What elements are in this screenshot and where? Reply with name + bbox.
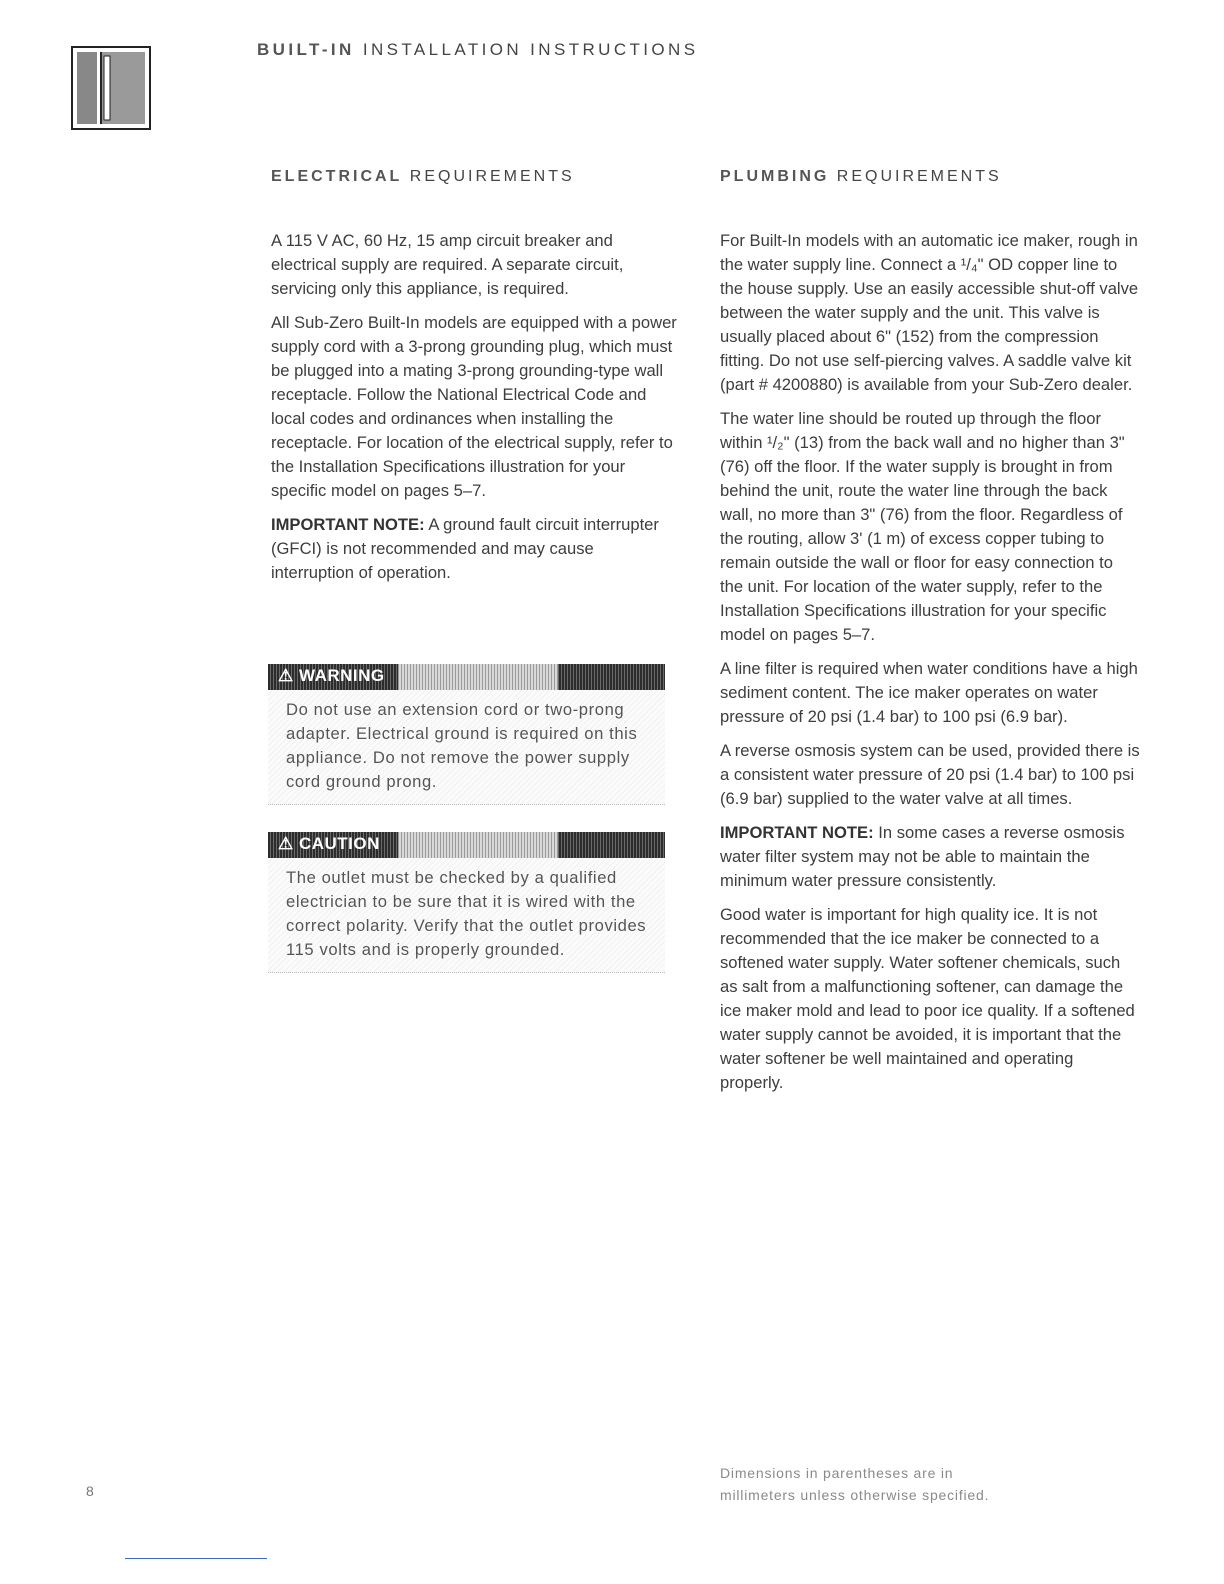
caution-label: ⚠ CAUTION — [278, 834, 380, 853]
page-header — [257, 40, 698, 60]
electrical-title-bold: ELECTRICAL — [271, 168, 403, 185]
caution-text: The outlet must be checked by a qualified electrician to be sure that it is wired with the correct polarity. Verify that the outlet provides 115 volts and is properly grounded. — [268, 858, 665, 973]
important-note-label: IMPORTANT NOTE: — [271, 515, 425, 534]
plumbing-title-rest: REQUIREMENTS — [836, 168, 1002, 185]
electrical-paragraph: A 115 V AC, 60 Hz, 15 amp circuit breaker and electrical supply are required. A separate circuit, servicing only this appliance, is required. — [271, 231, 624, 298]
important-note-text: A ground fault circuit interrupter (GFCI) is not recommended and may cause interruption of operation. — [271, 515, 659, 582]
warning-box — [268, 664, 665, 805]
important-note-text: In some cases a reverse osmosis water filter system may not be able to maintain the minimum water pressure consistently. — [720, 823, 1125, 890]
plumbing-paragraph: The water line should be routed up through the floor within ¹/₂" (13) from the back wall and no higher than 3" (76) off the floor. If the water supply is brought in from behind the unit, route the water line through the back wall, no more than 3" (76) from the floor. Regardless of the routing, allow 3' (1 m) of excess copper tubing to remain outside the wall or floor for easy connection to the unit. For location of the water supply, refer to the Installation Specifications illustration for your specific model on pages 5–7. — [720, 409, 1125, 644]
plumbing-paragraph: A line filter is required when water conditions have a high sediment content. The ice maker operates on water pressure of 20 psi (1.4 bar) to 100 psi (6.9 bar). — [720, 659, 1138, 726]
page-number: 8 — [86, 1483, 94, 1499]
header-title-rest: INSTALLATION INSTRUCTIONS — [362, 40, 699, 59]
important-note-label: IMPORTANT NOTE: — [720, 823, 874, 842]
electrical-paragraph: All Sub-Zero Built-In models are equipped with a power supply cord with a 3-prong grounding plug, which must be plugged into a mating 3-prong grounding-type wall receptacle. Follow the National Electrical Code and local codes and ordinances when installing the receptacle. For location of the electrical supply, refer to the Installation Specifications illustration for your specific model on pages 5–7. — [271, 313, 677, 500]
header-title-bold: BUILT-IN — [257, 40, 355, 59]
plumbing-important-note — [720, 821, 1140, 893]
electrical-column — [271, 229, 681, 595]
caution-box — [268, 832, 665, 973]
footnote-line: millimeters unless otherwise specified. — [720, 1487, 990, 1503]
electrical-section-title — [271, 168, 575, 186]
bottom-divider — [125, 1558, 267, 1559]
warning-header-bar — [268, 664, 665, 690]
plumbing-paragraph: A reverse osmosis system can be used, provided there is a consistent water pressure of 20 psi (1.4 bar) to 100 psi (6.9 bar) supplied to the water valve at all times. — [720, 741, 1140, 808]
electrical-title-rest: REQUIREMENTS — [409, 168, 575, 185]
built-in-refrigerator-logo-icon — [71, 46, 151, 130]
warning-text: Do not use an extension cord or two-prong adapter. Electrical ground is required on this appliance. Do not remove the power supply cord ground prong. — [268, 690, 665, 805]
warning-label: ⚠ WARNING — [278, 666, 385, 685]
plumbing-paragraph: For Built-In models with an automatic ice maker, rough in the water supply line. Connect a ¹/₄" OD copper line to the house supply. Use an easily accessible shut-off valve between the water supply and the unit. This valve is usually placed about 6" (152) from the compression fitting. Do not use self-piercing valves. A saddle valve kit (part # 4200880) is available from your Sub-Zero dealer. — [720, 231, 1139, 394]
plumbing-title-bold: PLUMBING — [720, 168, 830, 185]
caution-header-bar — [268, 832, 665, 858]
electrical-important-note — [271, 513, 681, 585]
dimensions-footnote — [720, 1462, 989, 1506]
plumbing-paragraph: Good water is important for high quality ice. It is not recommended that the ice maker be connected to a softened water supply. Water softener chemicals, such as salt from a malfunctioning softener, can damage the ice maker mold and lead to poor ice quality. If a softened water supply cannot be avoided, it is important that the water softener be well maintained and operating properly. — [720, 905, 1135, 1092]
plumbing-section-title — [720, 168, 1002, 186]
footnote-line: Dimensions in parentheses are in — [720, 1465, 954, 1481]
plumbing-column — [720, 229, 1140, 1105]
